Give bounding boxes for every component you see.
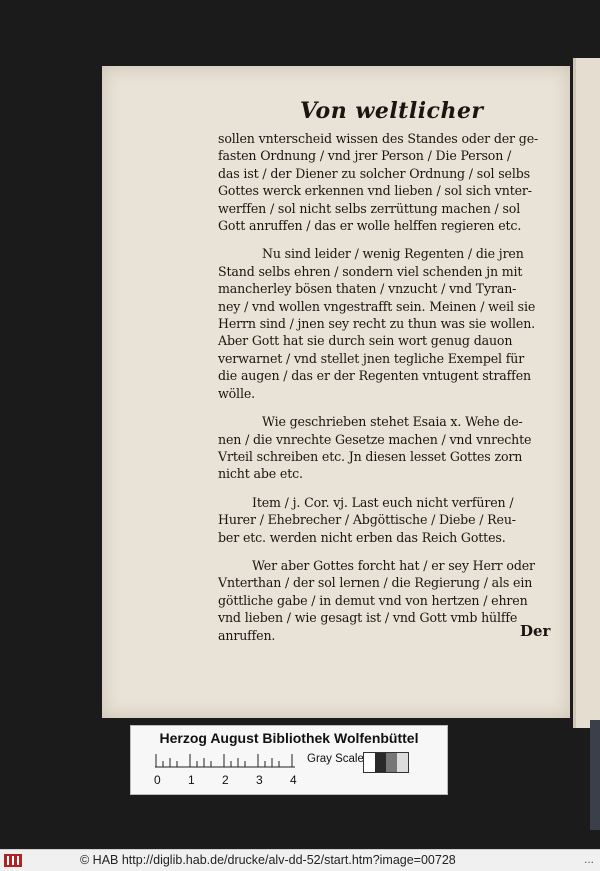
paragraph xyxy=(218,494,558,546)
text-line: mancherley bösen thaten / vnzucht / vnd Tyran- xyxy=(218,281,517,297)
text-line: werffen / sol nicht selbs zerrüttung machen / sol xyxy=(218,200,521,216)
viewer-footer xyxy=(0,849,600,871)
text-line: vnd lieben / wie gesagt ist / vnd Gott vmb hülffe xyxy=(218,610,518,626)
ruler-icon xyxy=(155,754,295,768)
text-line: wölle. xyxy=(218,385,255,401)
text-line: nicht abe etc. xyxy=(218,466,303,482)
gray-scale-label: Gray Scale xyxy=(307,753,364,765)
text-line: Wer aber Gottes forcht hat / er sey Herr oder xyxy=(252,557,535,573)
adjacent-page-edge xyxy=(573,58,600,728)
text-line: Nu sind leider / wenig Regenten / die jren xyxy=(262,246,524,262)
text-line: Herrn sind / jnen sey recht zu thun was sie wollen. xyxy=(218,316,536,332)
ruler-number: 3 xyxy=(256,773,263,787)
gray-patch xyxy=(364,753,375,772)
ruler-number: 4 xyxy=(290,773,297,787)
scale-card xyxy=(130,725,448,795)
text-line: die augen / das er der Regenten vntugent straffen xyxy=(218,368,531,384)
text-line: das ist / der Diener zu solcher Ordnung / sol selbs xyxy=(218,165,530,181)
paragraph xyxy=(218,130,558,234)
text-line: fasten Ordnung / vnd jrer Person / Die Person / xyxy=(218,148,512,164)
paragraph xyxy=(218,413,558,483)
text-line: Wie geschrieben stehet Esaia x. Wehe de- xyxy=(262,414,523,430)
text-line: nen / die vnrechte Gesetze machen / vnd vnrechte xyxy=(218,431,532,447)
gray-scale-patches xyxy=(363,752,409,773)
ruler-number: 0 xyxy=(154,773,161,787)
text-line: göttliche gabe / in demut vnd von hertzen / ehren xyxy=(218,592,528,608)
text-line: Vnterthan / der sol lernen / die Regierung / als ein xyxy=(218,575,533,591)
gray-patch xyxy=(375,753,386,772)
hab-logo-icon xyxy=(4,854,22,867)
more-menu-icon[interactable]: ... xyxy=(583,852,594,866)
gray-patch xyxy=(386,753,397,772)
gray-patch xyxy=(397,753,408,772)
ruler-number: 2 xyxy=(222,773,229,787)
paragraph xyxy=(218,245,558,402)
paragraph xyxy=(218,557,558,644)
text-line: Gottes werck erkennen vnd lieben / sol sich vnter- xyxy=(218,183,532,199)
color-card-edge xyxy=(590,720,600,830)
text-line: Gott anruffen / das er wolle helffen regieren etc. xyxy=(218,218,522,234)
text-line: Aber Gott hat sie durch sein wort genug dauon xyxy=(218,333,513,349)
ruler-number: 1 xyxy=(188,773,195,787)
page-body-text xyxy=(218,130,558,655)
text-line: verwarnet / vnd stellet jnen tegliche Exempel für xyxy=(218,350,525,366)
text-line: Stand selbs ehren / sondern viel schenden jn mit xyxy=(218,263,523,279)
copyright-url-link[interactable]: © HAB http://diglib.hab.de/drucke/alv-dd-52/start.htm?image=00728 xyxy=(80,853,456,867)
text-line: ber etc. werden nicht erben das Reich Gottes. xyxy=(218,529,506,545)
page-heading: Von weltlicher xyxy=(300,98,484,124)
library-name: Herzog August Bibliothek Wolfenbüttel xyxy=(159,730,419,746)
text-line: ney / vnd wollen vngestrafft sein. Meinen / weil sie xyxy=(218,298,536,314)
text-line: Hurer / Ehebrecher / Abgöttische / Diebe / Reu- xyxy=(218,512,516,528)
text-line: anruffen. xyxy=(218,627,276,643)
text-line: sollen vnterscheid wissen des Standes oder der ge- xyxy=(218,131,539,146)
catchword: Der xyxy=(520,622,551,640)
text-line: Item / j. Cor. vj. Last euch nicht verfüren / xyxy=(252,494,514,510)
text-line: Vrteil schreiben etc. Jn diesen lesset Gottes zorn xyxy=(218,448,523,464)
